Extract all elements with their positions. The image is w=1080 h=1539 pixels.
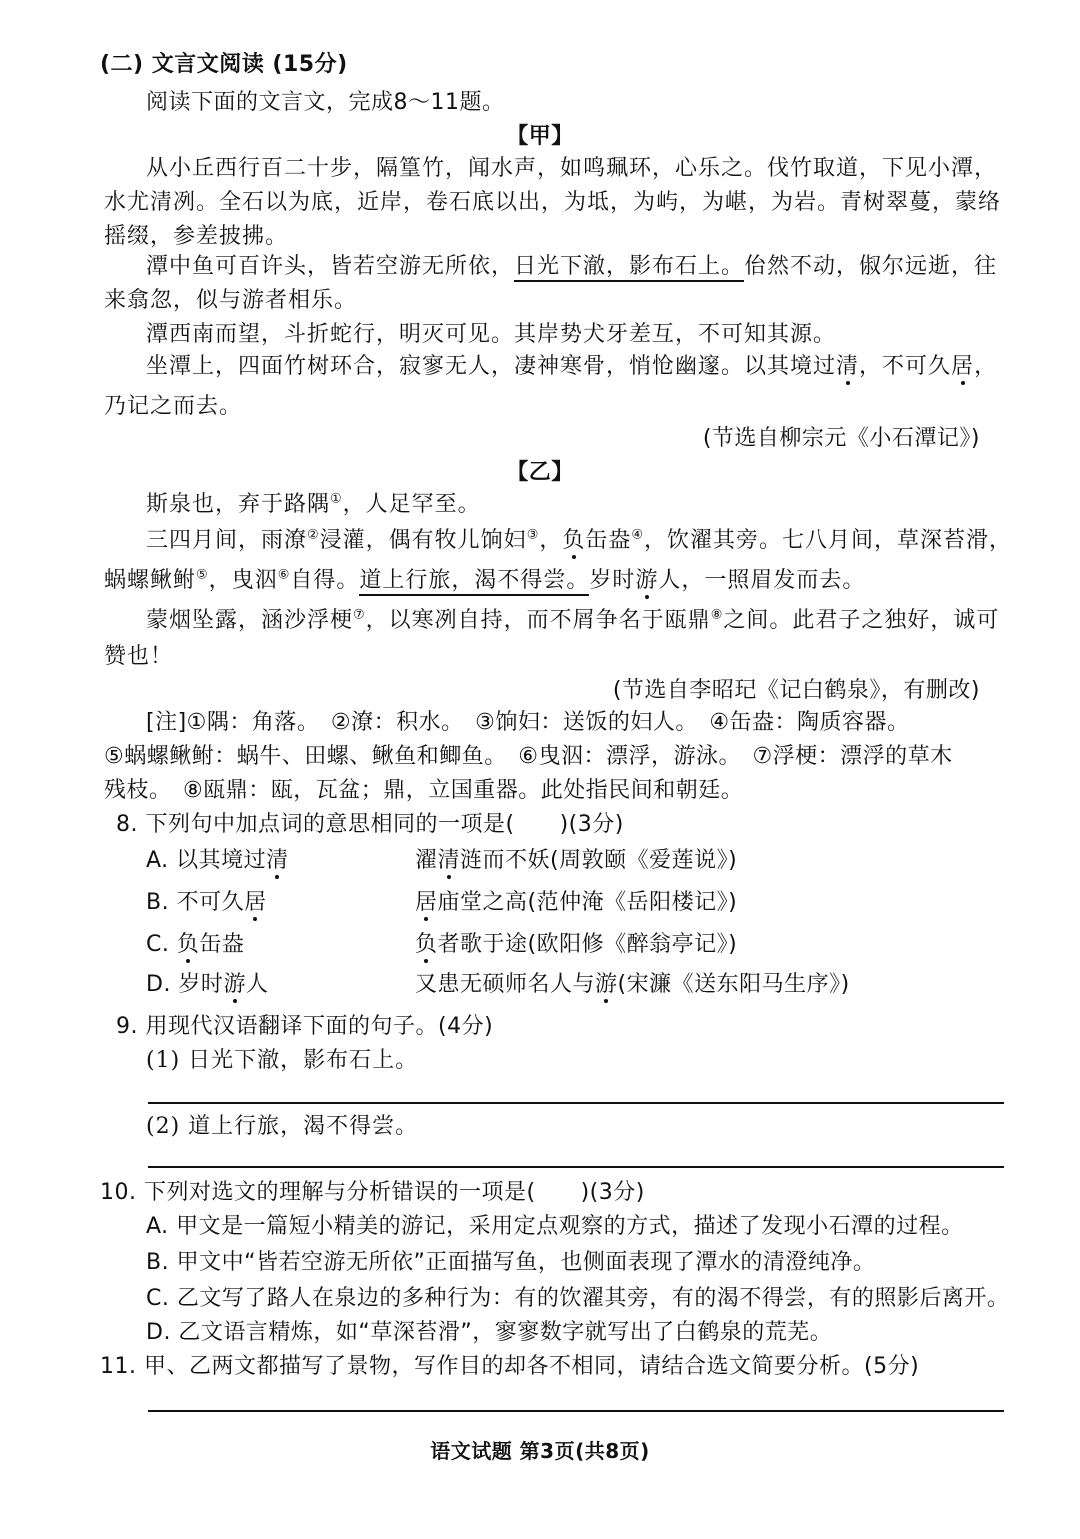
text-span: 斯泉也，弃于路隅 bbox=[146, 492, 331, 517]
answer-line-3[interactable] bbox=[148, 1410, 1004, 1412]
passage-b-paragraph-2-line-2 bbox=[104, 566, 865, 596]
text-span: 缶盎 bbox=[199, 932, 245, 957]
question-10-option: C. 乙文写了路人在泉边的多种行为：有的饮濯其旁，有的渴不得尝，有的照影后离开。 bbox=[146, 1286, 1010, 1311]
notes-line: [注]①隅：角落。 ②潦：积水。 ③饷妇：送饭的妇人。 ④缶盎：陶质容器。 bbox=[146, 710, 910, 735]
passage-b-heading: 【乙】 bbox=[506, 460, 574, 485]
text-span: ，饮濯其旁。七八月间，草深苔滑， bbox=[644, 528, 1013, 553]
text-span: 坐潭上，四面竹树环合，寂寥无人，凄神寒骨，悄怆幽邃。以其境过 bbox=[146, 354, 837, 379]
question-9-sentence-2: (2) 道上行旅，渴不得尝。 bbox=[146, 1114, 419, 1139]
question-10-option: D. 乙文语言精炼，如“草深苔滑”，寥寥数字就写出了白鹤泉的荒芜。 bbox=[146, 1320, 833, 1345]
question-8-option-d bbox=[146, 970, 1006, 1000]
question-11-stem: 11. 甲、乙两文都描写了景物，写作目的却各不相同，请结合选文简要分析。(5分) bbox=[100, 1354, 920, 1379]
text-span: 濯 bbox=[415, 848, 438, 873]
underlined-sentence: 道上行旅，渴不得尝。 bbox=[359, 568, 589, 596]
text-span: 岁时 bbox=[589, 568, 636, 593]
text-span: B. 不可久 bbox=[146, 890, 245, 915]
text-span: ， bbox=[539, 528, 563, 553]
underlined-sentence: 日光下澈，影布石上。 bbox=[514, 254, 744, 282]
text-span: 人，一照眉发而去。 bbox=[658, 568, 866, 593]
text-span: 蒙烟坠露，涵沙浮梗 bbox=[146, 608, 354, 633]
dotted-word: 清 bbox=[266, 848, 289, 873]
passage-a-source: (节选自柳宗元《小石潭记》) bbox=[702, 426, 980, 451]
text-span: 潭中鱼可百许头，皆若空游无所依， bbox=[146, 254, 515, 279]
text-span: 庙堂之高(范仲淹《岳阳楼记》) bbox=[437, 890, 738, 915]
text-span: 自得。 bbox=[290, 568, 360, 593]
text-span: 蜗螺鳅鲋 bbox=[104, 568, 197, 593]
note-marker: ② bbox=[307, 527, 320, 543]
text-span: 佁然不动，俶尔远逝，往 bbox=[744, 254, 998, 279]
text-span: 者歌于途(欧阳修《醉翁亭记》) bbox=[437, 932, 738, 957]
answer-line-1[interactable] bbox=[148, 1102, 1004, 1104]
dotted-word: 游 bbox=[223, 972, 246, 997]
dotted-word: 居 bbox=[244, 890, 267, 915]
text-span: 三四月间，雨潦 bbox=[146, 528, 308, 553]
option-comparison bbox=[415, 846, 737, 876]
passage-a-heading: 【甲】 bbox=[506, 124, 574, 149]
passage-a-line: 乃记之而去。 bbox=[104, 394, 243, 419]
text-span: 又患无硕师名人与 bbox=[415, 972, 596, 997]
passage-a-line: 来翕忽，似与游者相乐。 bbox=[104, 288, 358, 313]
text-span: D. 岁时 bbox=[146, 972, 224, 997]
note-marker: ⑦ bbox=[353, 607, 366, 623]
dotted-word: 居 bbox=[951, 354, 975, 379]
page-footer: 语文试题 第3页(共8页) bbox=[430, 1439, 650, 1463]
passage-a-paragraph-3: 潭西南而望，斗折蛇行，明灭可见。其岸势犬牙差互，不可知其源。 bbox=[146, 322, 837, 347]
question-8-stem: 8. 下列句中加点词的意思相同的一项是( )(3分) bbox=[116, 812, 624, 837]
notes-line: ⑤蜗螺鳅鲋：蜗牛、田螺、鳅鱼和鲫鱼。 ⑥曳泅：漂浮，游泳。 ⑦浮梗：漂浮的草木 bbox=[104, 744, 953, 769]
text-span: ，曳泅 bbox=[208, 568, 278, 593]
text-span: (宋濂《送东阳马生序》) bbox=[617, 972, 850, 997]
passage-a-line: 摇缀，参差披拂。 bbox=[104, 224, 289, 249]
dotted-word: 清 bbox=[836, 354, 860, 379]
passage-b-line: 赞也！ bbox=[104, 644, 174, 669]
text-span: 之间。此君子之独好，诚可 bbox=[723, 608, 1000, 633]
passage-a-paragraph-2 bbox=[146, 252, 997, 282]
dotted-word: 负 bbox=[562, 528, 586, 553]
answer-line-2[interactable] bbox=[148, 1166, 1004, 1168]
question-8-option-b bbox=[146, 888, 1006, 918]
text-span: 人 bbox=[245, 972, 269, 997]
passage-b-source: (节选自李昭玘《记白鹤泉》，有删改) bbox=[612, 678, 980, 703]
note-marker: ⑤ bbox=[196, 567, 209, 583]
dotted-word: 游 bbox=[635, 568, 659, 593]
section-title: (二) 文言文阅读 (15分) bbox=[100, 52, 348, 77]
option-comparison bbox=[415, 930, 737, 960]
passage-a-line: 水尤清冽。全石以为底，近岸，卷石底以出，为坻，为屿，为嵁，为岩。青树翠蔓，蒙络 bbox=[104, 190, 1002, 215]
text-span: ，以寒冽自持，而不屑争名于瓯鼎 bbox=[365, 608, 711, 633]
text-span: ， bbox=[974, 354, 998, 379]
dotted-word: 清 bbox=[437, 848, 461, 873]
dotted-word: 居 bbox=[415, 890, 438, 915]
note-marker: ③ bbox=[526, 527, 540, 543]
question-10-option: A. 甲文是一篇短小精美的游记，采用定点观察的方式，描述了发现小石潭的过程。 bbox=[146, 1214, 964, 1239]
notes-line: 残枝。 ⑧瓯鼎：瓯，瓦盆；鼎，立国重器。此处指民间和朝廷。 bbox=[104, 778, 744, 803]
note-marker: ⑥ bbox=[277, 567, 291, 583]
option-comparison bbox=[415, 888, 737, 918]
option-comparison bbox=[415, 970, 850, 1000]
question-8-option-a bbox=[146, 846, 1006, 876]
question-9-stem: 9. 用现代汉语翻译下面的句子。(4分) bbox=[116, 1014, 494, 1039]
text-span: C. bbox=[146, 932, 177, 957]
question-8-option-c bbox=[146, 930, 1006, 960]
dotted-word: 游 bbox=[595, 972, 618, 997]
note-marker: ④ bbox=[631, 527, 645, 543]
note-marker: ① bbox=[330, 491, 343, 507]
note-marker: ⑧ bbox=[710, 607, 724, 623]
passage-b-paragraph-1 bbox=[146, 490, 481, 520]
passage-a-paragraph-4 bbox=[146, 352, 997, 382]
text-span: A. 以其境过 bbox=[146, 848, 267, 873]
passage-b-paragraph-2 bbox=[146, 526, 1012, 556]
question-10-option: B. 甲文中“皆若空游无所依”正面描写鱼，也侧面表现了潭水的清澄纯净。 bbox=[146, 1250, 876, 1275]
text-span: 涟而不妖(周敦颐《爱莲说》) bbox=[460, 848, 738, 873]
dotted-word: 负 bbox=[415, 932, 438, 957]
passage-a-line: 从小丘西行百二十步，隔篁竹，闻水声，如鸣珮环，心乐之。伐竹取道，下见小潭， bbox=[146, 156, 998, 181]
dotted-word: 负 bbox=[176, 932, 200, 957]
text-span: 浸灌，偶有牧儿饷妇 bbox=[319, 528, 527, 553]
question-10-stem: 10. 下列对选文的理解与分析错误的一项是( )(3分) bbox=[100, 1180, 645, 1205]
instruction: 阅读下面的文言文，完成8～11题。 bbox=[146, 90, 505, 115]
text-span: ，人足罕至。 bbox=[342, 492, 481, 517]
text-span: ，不可久 bbox=[859, 354, 952, 379]
passage-b-paragraph-3 bbox=[146, 606, 999, 636]
text-span: 缶盎 bbox=[585, 528, 632, 553]
question-9-sentence-1: (1) 日光下澈，影布石上。 bbox=[146, 1048, 419, 1073]
